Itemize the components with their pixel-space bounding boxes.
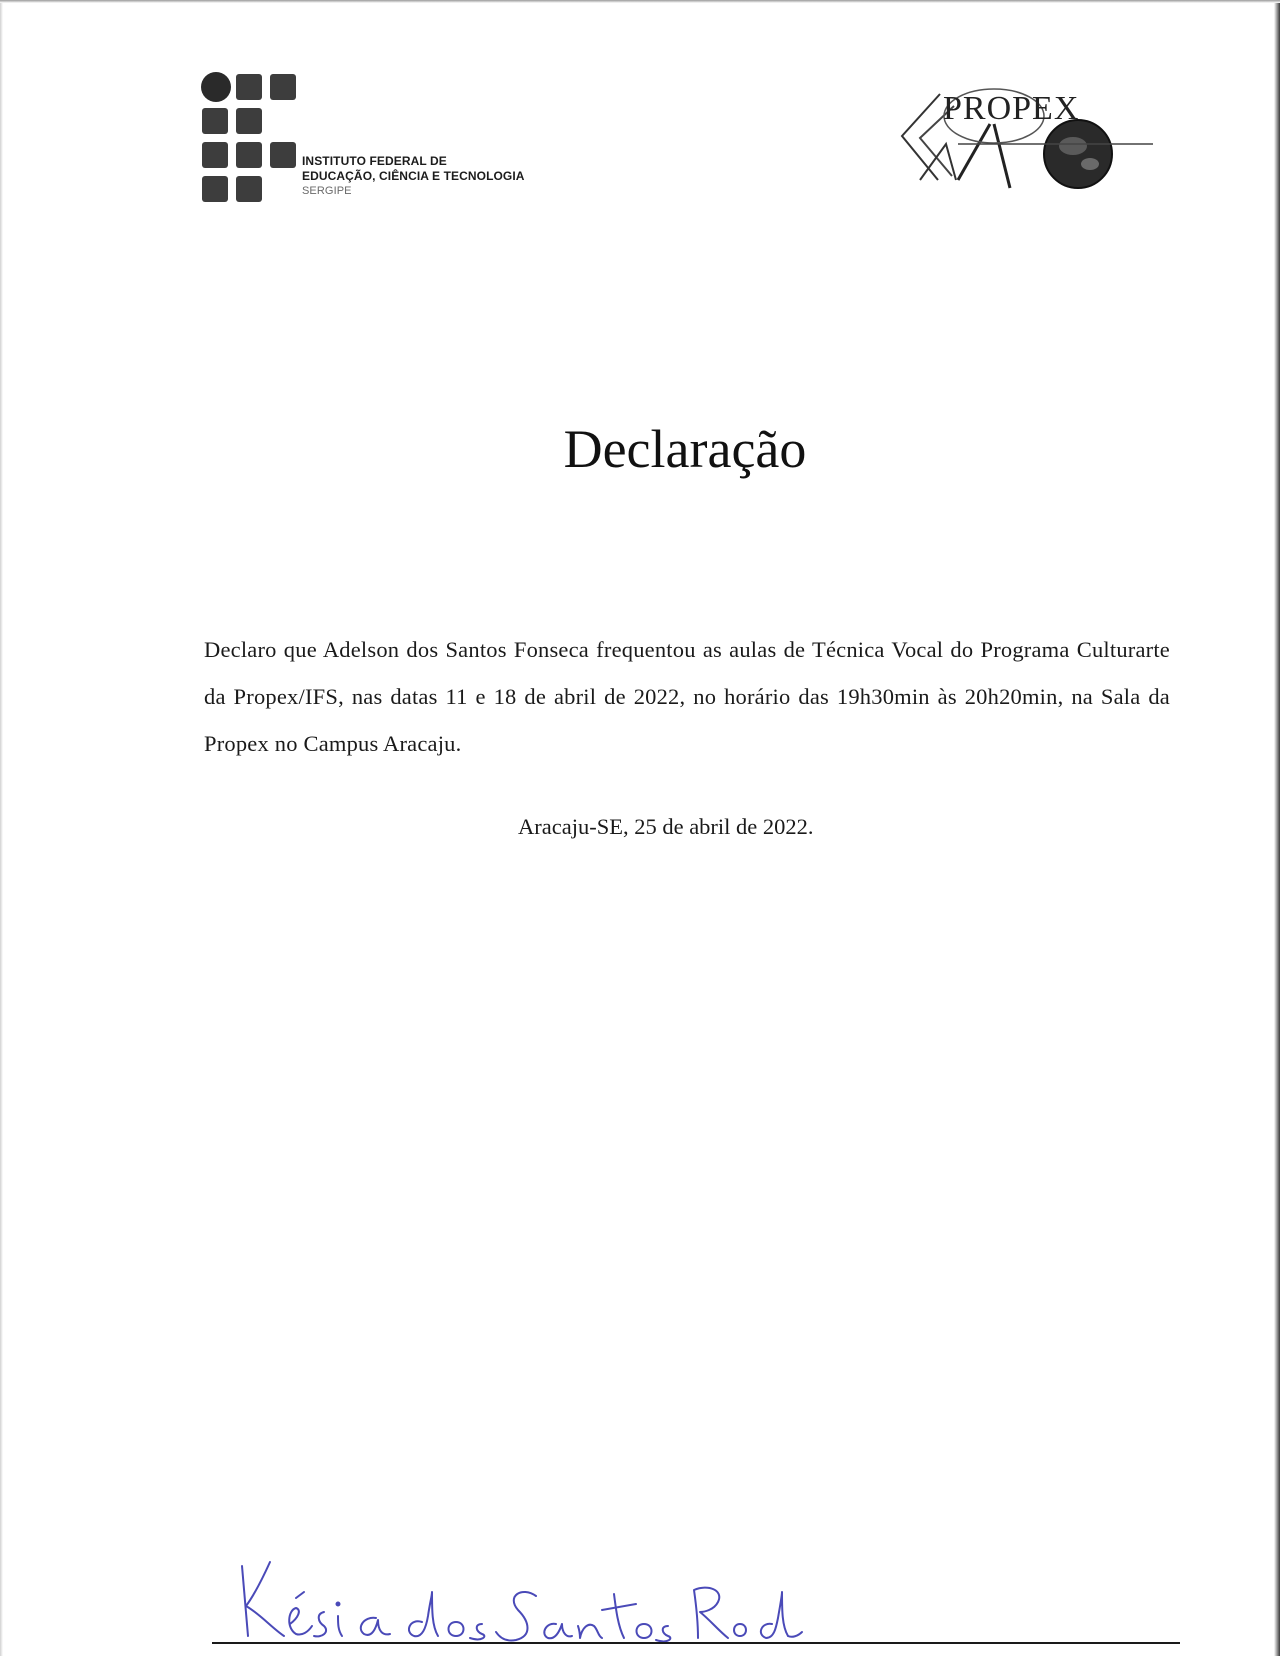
institute-name <box>302 154 525 199</box>
document-title: Declaração <box>563 419 807 479</box>
logo-square <box>236 142 262 168</box>
logo-square <box>202 176 228 202</box>
propex-wordmark: PROPEX <box>943 90 1080 127</box>
institute-name-line1: INSTITUTO FEDERAL DE <box>302 154 447 168</box>
logo-circle <box>201 72 231 102</box>
page-edge-left <box>0 0 3 1656</box>
signature-line <box>212 1642 1180 1644</box>
document-body: Declaro que Adelson dos Santos Fonseca frequentou as aulas de Técnica Vocal do Programa Culturarte da Propex/IFS, nas datas 11 e 18 de abril de 2022, no horário das 19h30min às 20h20min, na Sala da Propex no Campus Aracaju. <box>204 637 1170 756</box>
institute-state: SERGIPE <box>302 185 352 197</box>
institute-logo-mark <box>200 72 304 208</box>
logo-square <box>270 74 296 100</box>
logo-square <box>270 142 296 168</box>
propex-logo <box>898 84 1158 194</box>
logo-square <box>236 108 262 134</box>
handwritten-signature <box>226 1540 806 1650</box>
institute-name-line2: EDUCAÇÃO, CIÊNCIA E TECNOLOGIA <box>302 169 525 183</box>
logo-square <box>236 176 262 202</box>
institute-logo <box>200 72 580 212</box>
logo-square <box>202 108 228 134</box>
page-edge-right <box>1274 0 1280 1656</box>
place-and-date: Aracaju-SE, 25 de abril de 2022. <box>518 814 814 839</box>
page-edge-top <box>0 0 1280 3</box>
logo-square <box>202 142 228 168</box>
logo-square <box>236 74 262 100</box>
